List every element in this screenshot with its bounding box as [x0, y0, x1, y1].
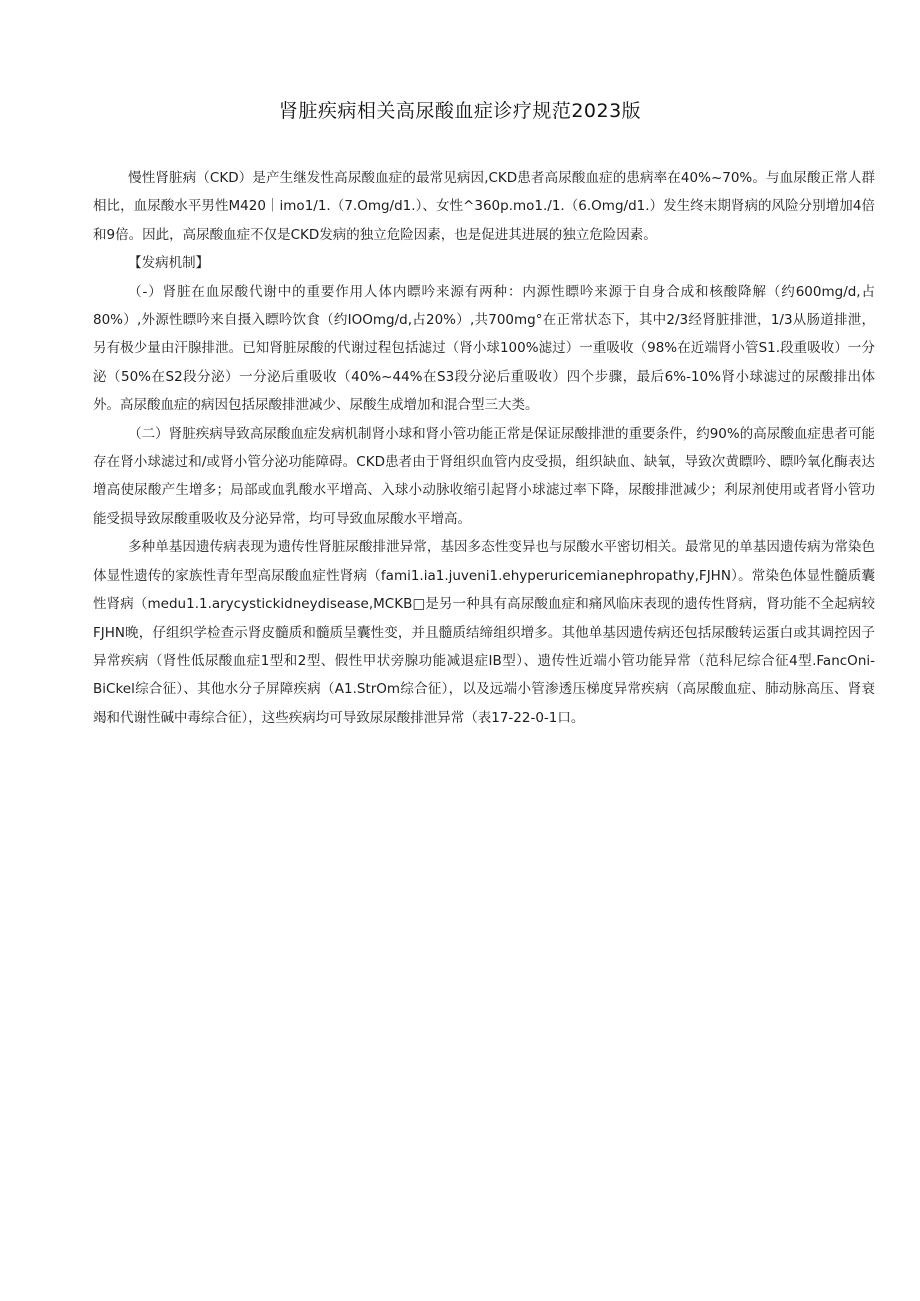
paragraph-intro: 慢性肾脏病（CKD）是产生继发性高尿酸血症的最常见病因,CKD患者高尿酸血症的患病率在40%~70%。与血尿酸正常人群相比，血尿酸水平男性M420｜imo1/1.（7.Omg/d1.）、女性^360p.mo1./1.（6.Omg/d1.）发生终末期肾病的风险分别增加4倍和9倍。因此，高尿酸血症不仅是CKD发病的独立危险因素，也是促进其进展的独立危险因素。	[93, 170, 875, 243]
paragraph-monogenic-diseases: 多种单基因遗传病表现为遗传性肾脏尿酸排泄异常，基因多态性变异也与尿酸水平密切相关。最常见的单基因遗传病为常染色体显性遗传的家族性青年型高尿酸血症性肾病（fami1.ia1.juveni1.ehyperuricemianephropathy,FJHN）。常染色体显性髓质囊性肾病（medu1.1.arycystickidneydisease,MCKB□是另一种具有高尿酸血症和痛风临床表现的遗传性肾病，肾功能不全起病较FJHN晚，仔组织学检查示肾皮髓质和髓质呈囊性变，并且髓质结缔组织增多。其他单基因遗传病还包括尿酸转运蛋白或其调控因子异常疾病（肾性低尿酸血症1型和2型、假性甲状旁腺功能减退症IB型）、遗传性近端小管功能异常（范科尼综合征4型.FancOni-BiCkel综合征）、其他水分子屏障疾病（A1.StrOm综合征），以及远端小管渗透压梯度异常疾病（高尿酸血症、肺动脉高压、肾衰竭和代谢性碱中毒综合征），这些疾病均可导致尿尿酸排泄异常（表17-22-0-1口。	[93, 539, 875, 726]
section-heading-pathogenesis: 【发病机制】	[128, 255, 210, 272]
document-body	[93, 164, 875, 732]
paragraph-kidney-role: （-）肾脏在血尿酸代谢中的重要作用人体内瞟吟来源有两种：内源性瞟吟来源于自身合成和核酸降解（约600mg/d,占80%）,外源性瞟吟来自摄入瞟吟饮食（约IOOmg/d,占20%）,共700mg°在正常状态下，其中2/3经肾脏排泄，1/3从肠道排泄，另有极少量由汗腺排泄。已知肾脏尿酸的代谢过程包括滤过（肾小球100%滤过）一重吸收（98%在近端肾小管S1.段重吸收）一分泌（50%在S2段分泌）一分泌后重吸收（40%~44%在S3段分泌后重吸收）四个步骤，最后6%-10%肾小球滤过的尿酸排出体外。高尿酸血症的病因包括尿酸排泄减少、尿酸生成增加和混合型三大类。	[93, 283, 875, 414]
document-title: 肾脏疾病相关高尿酸血症诊疗规范2023版	[278, 100, 642, 122]
paragraph-kidney-disease-mechanism: （二）肾脏疾病导致高尿酸血症发病机制肾小球和肾小管功能正常是保证尿酸排泄的重要条件，约90%的高尿酸血症患者可能存在肾小球滤过和/或肾小管分泌功能障碍。CKD患者由于肾组织血管内皮受损，组织缺血、缺氧，导致次黄瞟吟、瞟吟氧化酶表达增高使尿酸产生增多；局部或血乳酸水平增高、入球小动脉收缩引起肾小球滤过率下降，尿酸排泄减少；利尿剂使用或者肾小管功能受损导致尿酸重吸收及分泌异常，均可导致血尿酸水平增高。	[93, 425, 875, 527]
